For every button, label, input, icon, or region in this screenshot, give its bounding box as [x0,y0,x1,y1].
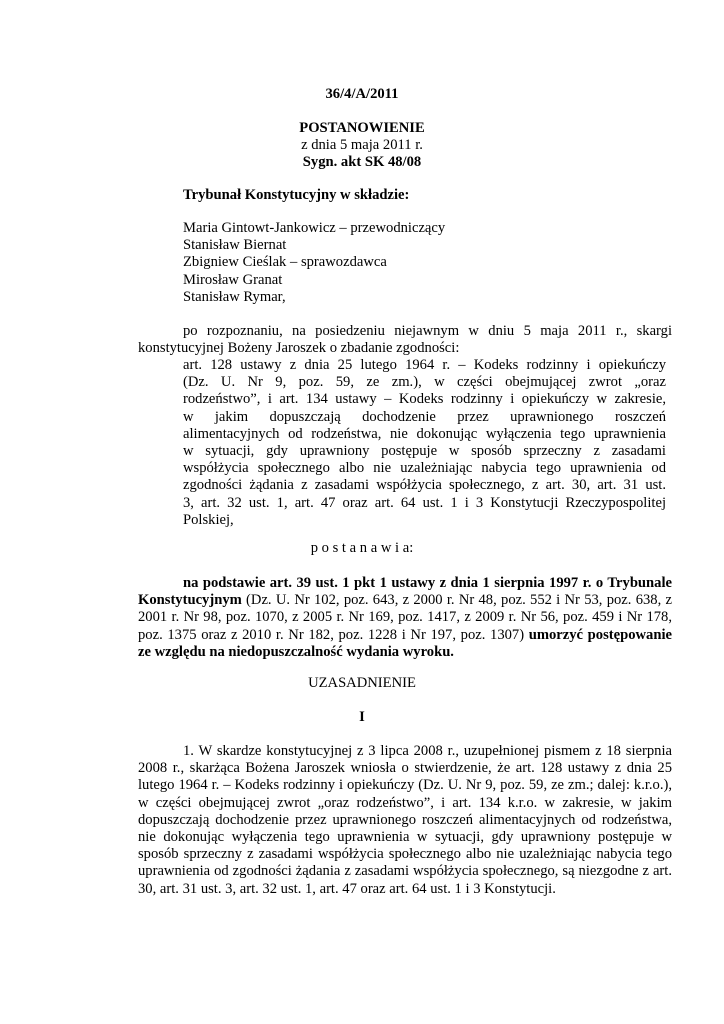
intro-line: po rozpoznaniu, na posiedzeniu niejawnym w dniu 5 maja 2011 r., skargi [183,323,672,339]
section-number: I [359,709,365,725]
document-type: POSTANOWIENIE [299,120,425,136]
ruling-citations: (Dz. U. Nr 102, poz. 643, z 2000 r. Nr 48, poz. 552 i Nr 53, poz. 638, z 2001 r. Nr 98, poz. 1070, z 2005 r. Nr 169, poz. 1417, z 2009 r. Nr 56, poz. 459 i Nr 178, poz. 1375 oraz z 2010 r. Nr 182, poz. 1228 i Nr 197, poz. 1307) [138,592,672,643]
quote-line: zgodności żądania z zasadami współżycia społecznego, z art. 30, art. 31 ust. [183,477,666,494]
ruling-decision: umorzyć postępowanie ze względu na niedopuszczalność wydania wyroku. [138,626,672,660]
quote-line: w jakim dopuszczają dochodzenie przez uprawnionego roszczeń [183,408,666,425]
justification-paragraph: 1. W skardze konstytucyjnej z 3 lipca 2008 r., uzupełnionej pismem z 18 sierpnia 2008 r., skarżąca Bożena Jaroszek wniosła o stwierdzenie, że art. 128 ustawy z dnia 25 lutego 1964 r. – Kodeks rodzinny i opiekuńczy (Dz. U. Nr 9, poz. 59, ze zm.; dalej: k.r.o.), w części obejmującej zwrot „oraz rodzeństwo”, i art. 134 k.r.o. w zakresie, w jakim dopuszczają dochodzenie przez uprawnionego roszczeń alimentacyjnych od rodzeństwa, nie dokonując wyłączenia tego uprawnienia w sytuacji, gdy uprawniony postępuje w sposób sprzeczny z zasadami współżycia społecznego albo nie uzależniając nabycia tego uprawnienia od zgodności żądania z zasadami współżycia społecznego, są niezgodne z art. 30, art. 31 ust. 3, art. 32 ust. 1, art. 47 oraz art. 64 ust. 1 i 3 Konstytucji. [138,743,672,897]
ruling-paragraph [138,575,672,661]
judge-name: Stanisław Biernat [183,237,287,254]
quote-line: 3, art. 32 ust. 1, art. 47 oraz art. 64 ust. 1 i 3 Konstytucji Rzeczypospolitej [183,494,666,511]
quote-line: Polskiej, [183,511,234,528]
document-date: z dnia 5 maja 2011 r. [301,137,423,153]
quote-line: art. 128 ustawy z dnia 25 lutego 1964 r. – Kodeks rodzinny i opiekuńczy [183,357,666,373]
justification-heading: UZASADNIENIE [308,675,416,691]
quote-line: rodzeństwo”, i art. 134 ustawy – Kodeks rodzinny i opiekuńczy w zakresie, [183,391,666,408]
quote-line: współżycia społecznego albo nie uzależniając nabycia tego uprawnienia od [183,460,666,477]
quote-line: alimentacyjnych od rodzeństwa, nie dokonując wyłączenia tego uprawnienia [183,425,666,442]
intro-line: konstytucyjnej Bożeny Jaroszek o zbadanie zgodności: [138,340,460,357]
judges-list [183,220,445,306]
judge-name: Zbigniew Cieślak – sprawozdawca [183,254,387,271]
reference-number: 36/4/A/2011 [325,86,399,102]
intro-paragraph [138,323,672,357]
ruling-legal-basis: na podstawie art. 39 ust. 1 pkt 1 ustawy z dnia 1 sierpnia 1997 r. o Trybunale Konstytucyjnym [138,575,672,609]
case-signature: Sygn. akt SK 48/08 [302,154,422,170]
challenged-provisions [183,357,666,529]
quote-line: w sytuacji, gdy uprawniony postępuje w sposób sprzeczny z zasadami [183,443,666,460]
judge-name: Mirosław Granat [183,271,283,288]
composition-heading: Trybunał Konstytucyjny w składzie: [183,187,410,203]
judge-name: Stanisław Rymar, [183,288,286,305]
quote-line: (Dz. U. Nr 9, poz. 59, ze zm.), w części obejmującej zwrot „oraz [183,374,666,391]
judge-name: Maria Gintowt-Jankowicz – przewodniczący [183,220,446,236]
resolves-heading: p o s t a n a w i a: [310,540,414,556]
